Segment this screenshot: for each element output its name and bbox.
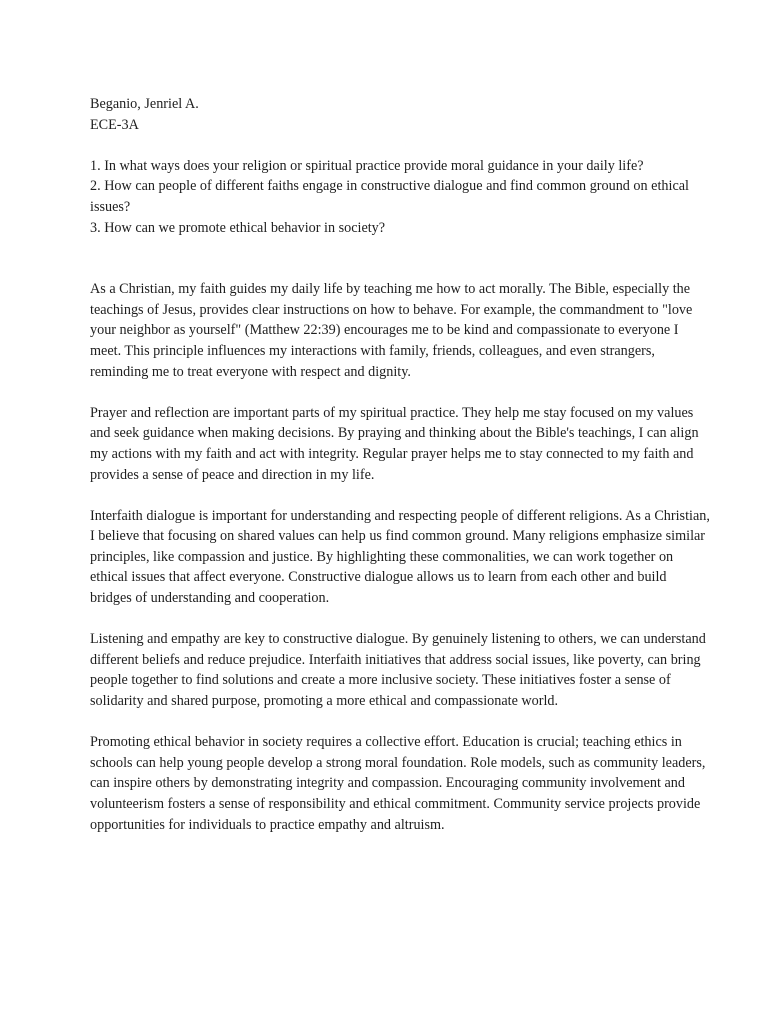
question-item: 3. How can we promote ethical behavior in society? bbox=[90, 219, 386, 236]
essay-paragraph: Promoting ethical behavior in society requires a collective effort. Education is crucial; teaching ethics in schools can help young people develop a strong moral foundation. Role models, such as community leaders, can inspire others by demonstrating integrity and compassion. Encouraging community involvement and volunteerism fosters a sense of responsibility and ethical commitment. Community service projects provide opportunities for individuals to practice empathy and altruism. bbox=[90, 734, 706, 833]
class-section: ECE-3A bbox=[90, 116, 139, 133]
author-name: Beganio, Jenriel A. bbox=[90, 96, 199, 112]
essay-paragraph: Interfaith dialogue is important for understanding and respecting people of different religions. As a Christian, I believe that focusing on shared values can help us find common ground. Many religions emphasize similar principles, like compassion and justice. By highlighting these commonalities, we can work together on ethical issues that affect everyone. Constructive dialogue allows us to learn from each other and build bridges of understanding and cooperation. bbox=[90, 507, 710, 607]
essay-body bbox=[90, 279, 710, 835]
author-header bbox=[90, 94, 710, 135]
document-content bbox=[90, 94, 710, 856]
question-list bbox=[90, 156, 710, 238]
question-item: 1. In what ways does your religion or spiritual practice provide moral guidance in your daily life? bbox=[90, 157, 644, 174]
essay-paragraph: Listening and empathy are key to constructive dialogue. By genuinely listening to others, we can understand different beliefs and reduce prejudice. Interfaith initiatives that address social issues, like poverty, can bring people together to find solutions and create a more inclusive society. These initiatives foster a sense of solidarity and shared purpose, promoting a more ethical and compassionate world. bbox=[90, 631, 706, 710]
essay-paragraph: As a Christian, my faith guides my daily life by teaching me how to act morally. The Bible, especially the teachings of Jesus, provides clear instructions on how to behave. For example, the commandment to "love your neighbor as yourself" (Matthew 22:39) encourages me to be kind and compassionate to everyone I meet. This principle influences my interactions with family, friends, colleagues, and even strangers, reminding me to treat everyone with respect and dignity. bbox=[90, 281, 693, 380]
essay-paragraph: Prayer and reflection are important parts of my spiritual practice. They help me stay focused on my values and seek guidance when making decisions. By praying and thinking about the Bible's teachings, I can align my actions with my faith and act with integrity. Regular prayer helps me to stay connected to my faith and provides a sense of peace and direction in my life. bbox=[90, 404, 699, 483]
question-item: 2. How can people of different faiths engage in constructive dialogue and find common ground on ethical issues? bbox=[90, 178, 689, 215]
